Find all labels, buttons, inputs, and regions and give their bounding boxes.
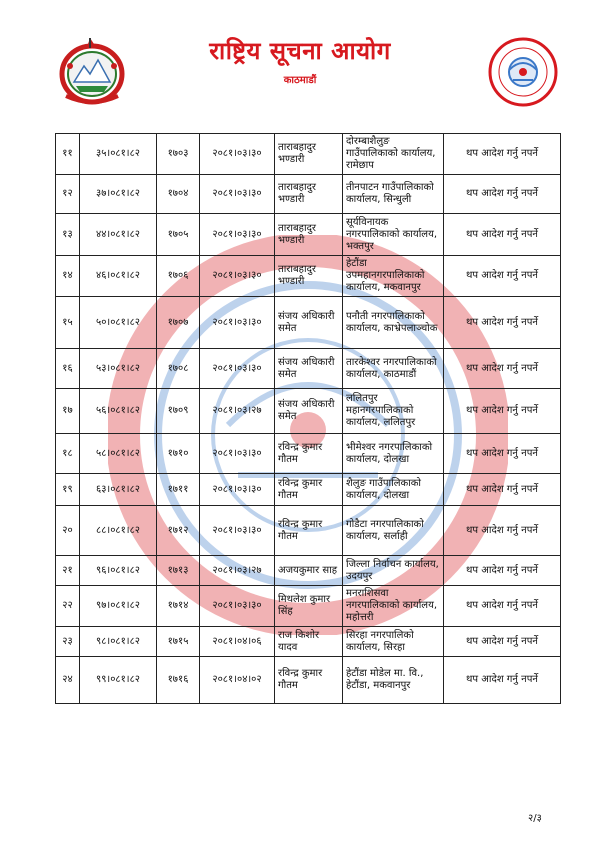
case-number-cell: ३५।०८१।८२ xyxy=(80,134,157,175)
national-information-commission-logo xyxy=(487,36,559,108)
respondent-office-cell: जिल्ला निर्वाचन कार्यालय, उदयपुर xyxy=(343,556,444,586)
respondent-office-cell: दोरम्बाशैलुङ गाउँपालिकाको कार्यालय, रामेछाप xyxy=(343,134,444,175)
registration-number-cell: १७१० xyxy=(157,434,200,474)
applicant-name-cell: ताराबहादुर भण्डारी xyxy=(275,134,343,175)
decision-date-cell: २०८१।०३।२७ xyxy=(200,556,275,586)
table-row xyxy=(56,297,561,349)
decision-cell: थप आदेश गर्नु नपर्ने xyxy=(444,134,561,175)
serial-number-cell: १५ xyxy=(56,297,80,349)
case-number-cell: ५८।०८१।८२ xyxy=(80,434,157,474)
registration-number-cell: १७१२ xyxy=(157,506,200,556)
table-row xyxy=(56,389,561,434)
registration-number-cell: १७०८ xyxy=(157,349,200,389)
registration-number-cell: १७०६ xyxy=(157,256,200,297)
respondent-office-cell: तारकेश्वर नगरपालिकाको कार्यालय, काठमाडौं xyxy=(343,349,444,389)
applicant-name-cell: रविन्द्र कुमार गौतम xyxy=(275,434,343,474)
registration-number-cell: १७१५ xyxy=(157,627,200,657)
respondent-office-cell: भीमेश्वर नगरपालिकाको कार्यालय, दोलखा xyxy=(343,434,444,474)
applicant-name-cell: अजयकुमार साह xyxy=(275,556,343,586)
applicant-name-cell: मिथलेश कुमार सिंह xyxy=(275,586,343,627)
case-number-cell: ४४।०८१।८२ xyxy=(80,214,157,256)
decision-date-cell: २०८१।०४।०२ xyxy=(200,657,275,704)
case-number-cell: ९९।०८१।८२ xyxy=(80,657,157,704)
serial-number-cell: २१ xyxy=(56,556,80,586)
case-number-cell: ९८।०८१।८२ xyxy=(80,627,157,657)
decision-cell: थप आदेश गर्नु नपर्ने xyxy=(444,434,561,474)
decision-date-cell: २०८१।०३।३० xyxy=(200,506,275,556)
table-row xyxy=(56,474,561,506)
registration-number-cell: १७१४ xyxy=(157,586,200,627)
serial-number-cell: २३ xyxy=(56,627,80,657)
serial-number-cell: १६ xyxy=(56,349,80,389)
table-row xyxy=(56,134,561,175)
decision-date-cell: २०८१।०३।३० xyxy=(200,586,275,627)
decision-cell: थप आदेश गर्नु नपर्ने xyxy=(444,256,561,297)
registration-number-cell: १७०५ xyxy=(157,214,200,256)
decision-cell: थप आदेश गर्नु नपर्ने xyxy=(444,556,561,586)
serial-number-cell: १४ xyxy=(56,256,80,297)
respondent-office-cell: सिरहा नगरपालिको कार्यालय, सिरहा xyxy=(343,627,444,657)
case-number-cell: ८८।०८१।८२ xyxy=(80,506,157,556)
decision-cell: थप आदेश गर्नु नपर्ने xyxy=(444,627,561,657)
applicant-name-cell: संजय अधिकारी समेत xyxy=(275,297,343,349)
respondent-office-cell: हेटौंडा मोडेल मा. वि., हेटौंडा, मकवानपुर xyxy=(343,657,444,704)
serial-number-cell: २० xyxy=(56,506,80,556)
decision-cell: थप आदेश गर्नु नपर्ने xyxy=(444,175,561,214)
table-row xyxy=(56,349,561,389)
applicant-name-cell: रविन्द्र कुमार गौतम xyxy=(275,657,343,704)
respondent-office-cell: शैलुङ गाउँपालिकाको कार्यालय, दोलखा xyxy=(343,474,444,506)
case-number-cell: ५६।०८१।८२ xyxy=(80,389,157,434)
case-number-cell: ५३।०८१।८२ xyxy=(80,349,157,389)
table-row xyxy=(56,256,561,297)
case-number-cell: ४६।०८१।८२ xyxy=(80,256,157,297)
respondent-office-cell: हेटौंडा उपमहानगरपालिकाको कार्यालय, मकवानपुर xyxy=(343,256,444,297)
respondent-office-cell: ललितपुर महानगरपालिकाको कार्यालय, ललितपुर xyxy=(343,389,444,434)
table-row xyxy=(56,627,561,657)
registration-number-cell: १७०३ xyxy=(157,134,200,175)
applicant-name-cell: रविन्द्र कुमार गौतम xyxy=(275,474,343,506)
serial-number-cell: २४ xyxy=(56,657,80,704)
applicant-name-cell: ताराबहादुर भण्डारी xyxy=(275,214,343,256)
decision-date-cell: २०८१।०३।३० xyxy=(200,434,275,474)
case-number-cell: ५०।०८१।८२ xyxy=(80,297,157,349)
registration-number-cell: १७१३ xyxy=(157,556,200,586)
page-subtitle: काठमाडौं xyxy=(283,75,317,86)
serial-number-cell: १९ xyxy=(56,474,80,506)
decision-date-cell: २०८१।०३।३० xyxy=(200,256,275,297)
case-number-cell: ३७।०८१।८२ xyxy=(80,175,157,214)
serial-number-cell: १३ xyxy=(56,214,80,256)
table-row xyxy=(56,434,561,474)
decision-cell: थप आदेश गर्नु नपर्ने xyxy=(444,297,561,349)
respondent-office-cell: सूर्यविनायक नगरपालिकाको कार्यालय, भक्तपुर xyxy=(343,214,444,256)
applicant-name-cell: संजय अधिकारी समेत xyxy=(275,349,343,389)
applicant-name-cell: ताराबहादुर भण्डारी xyxy=(275,175,343,214)
registration-number-cell: १७०४ xyxy=(157,175,200,214)
serial-number-cell: १२ xyxy=(56,175,80,214)
page-number: २/३ xyxy=(528,813,542,824)
applicant-name-cell: ताराबहादुर भण्डारी xyxy=(275,256,343,297)
decision-date-cell: २०८१।०४।०६ xyxy=(200,627,275,657)
decision-cell: थप आदेश गर्नु नपर्ने xyxy=(444,474,561,506)
decision-date-cell: २०८१।०३।२७ xyxy=(200,389,275,434)
registration-number-cell: १७१६ xyxy=(157,657,200,704)
decision-cell: थप आदेश गर्नु नपर्ने xyxy=(444,506,561,556)
serial-number-cell: १८ xyxy=(56,434,80,474)
registration-number-cell: १७११ xyxy=(157,474,200,506)
table-row xyxy=(56,556,561,586)
respondent-office-cell: मनराशिसवा नगरपालिकाको कार्यालय, महोत्तरी xyxy=(343,586,444,627)
applicant-name-cell: रविन्द्र कुमार गौतम xyxy=(275,506,343,556)
applicant-name-cell: राज किशोर यादव xyxy=(275,627,343,657)
respondent-office-cell: गोडैटा नगरपालिकाको कार्यालय, सर्लाही xyxy=(343,506,444,556)
decision-date-cell: २०८१।०३।३० xyxy=(200,349,275,389)
serial-number-cell: १७ xyxy=(56,389,80,434)
table-row xyxy=(56,175,561,214)
case-number-cell: ६३।०८१।८२ xyxy=(80,474,157,506)
decision-date-cell: २०८१।०३।३० xyxy=(200,175,275,214)
decision-cell: थप आदेश गर्नु नपर्ने xyxy=(444,389,561,434)
respondent-office-cell: तीनपाटन गाउँपालिकाको कार्यालय, सिन्धुली xyxy=(343,175,444,214)
registration-number-cell: १७०७ xyxy=(157,297,200,349)
decision-date-cell: २०८१।०३।३० xyxy=(200,474,275,506)
respondent-office-cell: पनौती नगरपालिकाको कार्यालय, काभ्रेपलाञ्चोक xyxy=(343,297,444,349)
page-title: राष्ट्रिय सूचना आयोग xyxy=(209,37,391,65)
case-number-cell: ९७।०८१।८२ xyxy=(80,586,157,627)
decision-cell: थप आदेश गर्नु नपर्ने xyxy=(444,657,561,704)
applicant-name-cell: संजय अधिकारी समेत xyxy=(275,389,343,434)
decision-date-cell: २०८१।०३।३० xyxy=(200,134,275,175)
nepal-government-emblem-icon xyxy=(52,36,132,108)
table-row xyxy=(56,586,561,627)
registration-number-cell: १७०९ xyxy=(157,389,200,434)
table-row xyxy=(56,214,561,256)
case-number-cell: ९६।०८१।८२ xyxy=(80,556,157,586)
decision-cell: थप आदेश गर्नु नपर्ने xyxy=(444,349,561,389)
decision-cell: थप आदेश गर्नु नपर्ने xyxy=(444,214,561,256)
table-row xyxy=(56,657,561,704)
table-row xyxy=(56,506,561,556)
decision-date-cell: २०८१।०३।३० xyxy=(200,297,275,349)
decision-cell: थप आदेश गर्नु नपर्ने xyxy=(444,586,561,627)
serial-number-cell: २२ xyxy=(56,586,80,627)
records-table xyxy=(55,133,561,704)
serial-number-cell: ११ xyxy=(56,134,80,175)
page-header xyxy=(0,0,595,120)
decision-date-cell: २०८१।०३।३० xyxy=(200,214,275,256)
